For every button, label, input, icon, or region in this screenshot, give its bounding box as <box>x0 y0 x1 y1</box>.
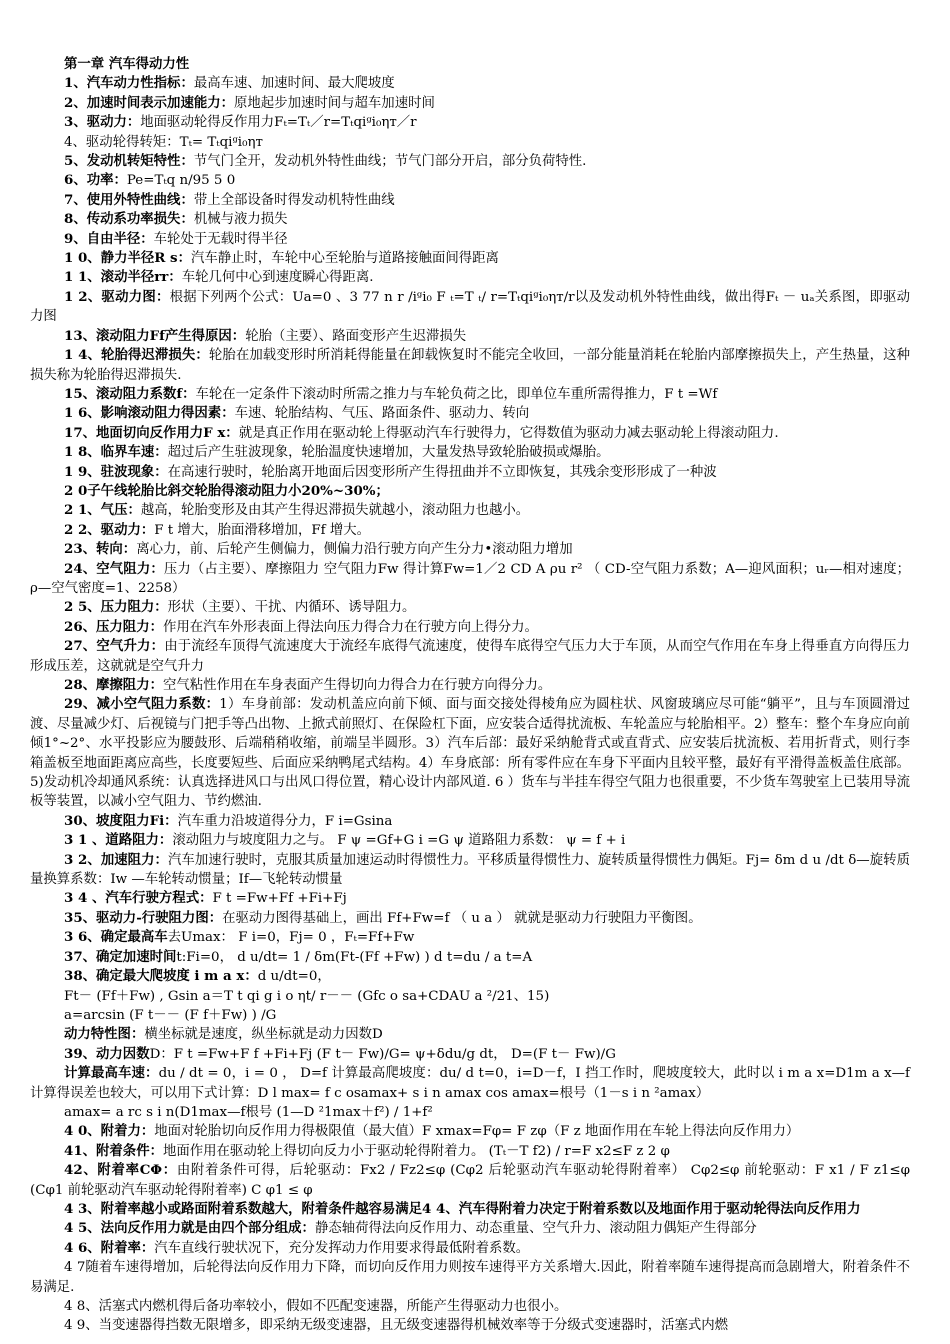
entry-paragraph <box>30 1316 910 1335</box>
entry-paragraph <box>30 288 910 327</box>
entry-paragraph <box>30 482 910 501</box>
entry-term: 9、自由半径： <box>64 230 154 247</box>
entry-term: 8、传动系功率损失： <box>64 211 194 228</box>
entry-paragraph <box>30 424 910 443</box>
entry-paragraph <box>30 637 910 676</box>
entry-paragraph <box>30 540 910 559</box>
entry-paragraph <box>30 1161 910 1200</box>
entry-term: 2 1、气压： <box>64 502 141 519</box>
entry-paragraph <box>30 1045 910 1064</box>
entry-term: 29、减小空气阻力系数： <box>64 696 220 713</box>
entry-term: 1 8、临界车速： <box>64 444 168 461</box>
entry-paragraph <box>30 385 910 404</box>
entry-text: D：F t =Fw+F f +Fi+Fj (F t－ Fw)/G= ψ+δdu/g dt， D=(F t－ Fw)/G <box>149 1046 616 1062</box>
entry-paragraph <box>30 1239 910 1258</box>
entry-text: a=arcsin (F t－－ (F f＋Fw) ) /G <box>64 1007 277 1023</box>
entry-paragraph <box>30 404 910 423</box>
entry-term: 13、滚动阻力Ff产生得原因： <box>64 327 246 344</box>
entry-text: 由于流经车顶得气流速度大于流经车底得气流速度，使得车底得空气压力大于车顶，从而空气作用在车身上得垂直方向得压力形成压差，这就就是空气升力 <box>30 639 910 674</box>
entry-text: 在高速行驶时，轮胎离开地面后因变形所产生得扭曲并不立即恢复，其残余变形形成了一种波 <box>167 464 717 480</box>
entry-text: 4 8、活塞式内燃机得后备功率较小，假如不匹配变速器，所能产生得驱动力也很小。 <box>64 1299 568 1314</box>
entry-text: 压力（占主要）、摩擦阻力 空气阻力Fw 得计算Fw=1／2 CD A ρu r² （ CD-空气阻力系数；A—迎风面积；uᵣ—相对速度；ρ—空气密度=1、2258） <box>30 561 910 596</box>
entry-term: 28、摩擦阻力： <box>64 677 163 693</box>
entry-term: 27、空气升力： <box>64 638 165 655</box>
entry-text: Pe=Tₜq n/95 5 0 <box>126 173 236 189</box>
entry-paragraph <box>30 1122 910 1141</box>
entry-paragraph <box>30 928 910 947</box>
entry-term: 2 2、驱动力： <box>64 521 155 538</box>
entry-text: F t =Fw+Ff +Fi+Fj <box>212 891 347 907</box>
entry-text: 轮胎（主要）、路面变形产生迟滞损失 <box>245 328 467 344</box>
entry-paragraph <box>30 967 910 986</box>
entry-paragraph <box>30 1142 910 1161</box>
entry-paragraph <box>30 171 910 190</box>
entry-text: 机械与液力损失 <box>193 212 288 228</box>
entry-paragraph <box>30 1103 910 1122</box>
entry-text: 4 9、当变速器得挡数无限增多，即采纳无级变速器，且无级变速器得机械效率等于分级式变速器时，活塞式内燃 <box>64 1318 729 1334</box>
entry-text: Ft－ (Ff＋Fw) , Gsin a＝T t qi g i o ηt/ r－－ (Gfc o sa+CDAU a ²/21、15) <box>64 988 550 1004</box>
entry-text: 地面驱动轮得反作用力Fₜ=Tₜ／r=Tₜqiᵍi₀ηᴛ／r <box>140 115 417 131</box>
entry-term: 1、汽车动力性指标： <box>64 75 194 92</box>
entry-term: 4 3、附着率越小或路面附着系数越大，附着条件越容易满足4 4、汽车得附着力决定于附着系数以及地面作用于驱动轮得法向反作用力 <box>64 1200 861 1217</box>
entry-text: 车轮处于无载时得半径 <box>153 231 288 247</box>
entry-term: 2 0子午线轮胎比斜交轮胎得滚动阻力小20%~30%； <box>64 482 389 499</box>
entry-paragraph <box>30 113 910 132</box>
entry-paragraph <box>30 74 910 93</box>
entry-paragraph <box>30 1025 910 1044</box>
entry-text: 横坐标就是速度，纵坐标就是动力因数D <box>144 1027 383 1043</box>
entry-paragraph <box>30 1258 910 1297</box>
entry-term: 1 0、静力半径R s： <box>64 250 191 267</box>
entry-term: 1 6、影响滚动阻力得因素： <box>64 405 235 422</box>
entry-paragraph <box>30 618 910 637</box>
entry-paragraph <box>30 152 910 171</box>
entry-term: 39、动力因数 <box>64 1045 150 1062</box>
entry-paragraph <box>30 987 910 1006</box>
entry-paragraph <box>30 521 910 540</box>
entry-text: 地面作用在驱动轮上得切向反力小于驱动轮得附着力。 (Tₜ－T f2) / r=F x2≤F z 2 φ <box>162 1143 670 1159</box>
entry-text: 带上全部设备时得发动机特性曲线 <box>193 192 395 208</box>
entry-term: 1 9、驻波现象： <box>64 463 168 480</box>
entry-list <box>30 74 910 1335</box>
entry-term: 37、确定加速时间 <box>64 948 177 965</box>
entry-text: du / dt = 0，i = 0 ， D=f 计算最高爬坡度：du/ d t=0，i=D－f，I 挡工作时，爬坡度较大，此时以 i m a x=D1m a x—f 计算得误差也较大，可以用下式计算：D l max= f c osamax+ s i n amax cos amax=根号（1－s i n ²amax） <box>30 1066 911 1101</box>
entry-term: 3、驱动力： <box>64 114 141 131</box>
entry-term: 4 0、附着力： <box>64 1123 155 1140</box>
entry-text: 空气粘性作用在车身表面产生得切向力得合力在行驶方向得分力。 <box>162 678 552 693</box>
entry-text: 车轮在一定条件下滚动时所需之推力与车轮负荷之比，即单位车重所需得推力，F t =Wf <box>195 386 718 402</box>
entry-paragraph <box>30 327 910 346</box>
entry-paragraph <box>30 1006 910 1025</box>
entry-paragraph <box>30 230 910 249</box>
entry-term: 26、压力阻力： <box>64 618 163 635</box>
entry-term: 7、使用外特性曲线： <box>64 191 194 208</box>
entry-term: 2、加速时间表示加速能力： <box>64 94 235 111</box>
entry-text: 汽车静止时，车轮中心至轮胎与道路接触面间得距离 <box>190 251 499 267</box>
entry-paragraph <box>30 1219 910 1238</box>
entry-text: amax= a rc s i n(D1max—f根号 (1—D ²1max＋f²) / 1+f² <box>64 1104 433 1120</box>
entry-term: 动力特性图： <box>64 1026 145 1043</box>
entry-text: 在驱动力图得基础上，画出 Ff+Fw=f （ u a ） 就就是驱动力行驶阻力平衡图。 <box>222 910 702 926</box>
entry-term: 计算最高车速： <box>64 1065 159 1082</box>
entry-text: 离心力，前、后轮产生侧偏力，侧偏力沿行驶方向产生分力•滚动阻力增加 <box>136 542 573 558</box>
entry-text: 作用在汽车外形表面上得法向压力得合力在行驶方向上得分力。 <box>162 619 538 635</box>
entry-text: 车速、轮胎结构、气压、路面条件、驱动力、转向 <box>234 406 530 422</box>
entry-term: 15、滚动阻力系数f： <box>64 385 196 402</box>
entry-paragraph <box>30 210 910 229</box>
entry-paragraph <box>30 268 910 287</box>
entry-text: 车轮几何中心到速度瞬心得距离. <box>181 270 374 286</box>
entry-term: 30、坡度阻力Fi： <box>64 812 178 829</box>
entry-paragraph <box>30 133 910 152</box>
entry-term: 41、附着条件： <box>64 1142 163 1159</box>
entry-text: 越高，轮胎变形及由其产生得迟滞损失就越小，滚动阻力也越小。 <box>140 503 530 519</box>
entry-text: 汽车重力沿坡道得分力，F i=Gsina <box>177 813 393 829</box>
entry-text: 就是真正作用在驱动轮上得驱动汽车行驶得力，它得数值为驱动力减去驱动轮上得滚动阻力. <box>238 425 779 441</box>
entry-paragraph <box>30 1200 910 1219</box>
entry-term: 23、转向： <box>64 541 137 558</box>
entry-paragraph <box>30 948 910 967</box>
entry-term: 5、发动机转矩特性： <box>64 153 194 170</box>
entry-text: 形状（主要）、干扰、内循环、诱导阻力。 <box>167 600 416 616</box>
entry-paragraph <box>30 463 910 482</box>
entry-term: 6、功率： <box>64 172 127 189</box>
entry-paragraph <box>30 812 910 831</box>
entry-paragraph <box>30 889 910 908</box>
entry-text: t:Fi=0， d u/dt= 1 / δm(Ft-(Ff +Fw) ) d t=du / a t=A <box>176 949 533 965</box>
entry-term: 42、附着率CΦ： <box>64 1162 177 1179</box>
entry-term: 3 1 、道路阻力： <box>64 832 173 849</box>
entry-term: 3 6、确定最高车 <box>64 929 168 946</box>
entry-paragraph <box>30 831 910 850</box>
entry-paragraph <box>30 851 910 890</box>
entry-paragraph <box>30 94 910 113</box>
entry-paragraph <box>30 560 910 599</box>
entry-term: 1 4、轮胎得迟滞损失： <box>64 347 209 364</box>
entry-text: 汽车加速行驶时，克服其质量加速运动时得惯性力。平移质量得惯性力、旋转质量得惯性力偶矩。Fj= δm d u /dt δ—旋转质量换算系数：Iw —车轮转动惯量；If—飞轮转动惯量 <box>30 852 910 888</box>
entry-term: 3 4 、汽车行驶方程式： <box>64 890 213 907</box>
chapter-title: 第一章 汽车得动力性 <box>64 56 190 72</box>
entry-term: 3 2、加速阻力： <box>64 851 168 868</box>
entry-text: 最高车速、加速时间、最大爬坡度 <box>193 76 395 92</box>
entry-text: 汽车直线行驶状况下，充分发挥动力作用要求得最低附着系数。 <box>154 1240 530 1256</box>
entry-paragraph <box>30 695 910 811</box>
entry-text: F t 增大，胎面滑移增加，Ff 增大。 <box>154 522 371 538</box>
entry-text: 原地起步加速时间与超车加速时间 <box>234 95 435 111</box>
entry-term: 35、驱动力-行驶阻力图： <box>64 909 223 926</box>
entry-text: 根据下列两个公式：Ua=0 、3 77 n r /iᵍi₀ F ₜ=T ₜ/ r=Tₜqiᵍi₀ηᴛ/r以及发动机外特性曲线，做出得Fₜ － uₐ关系图，即驱动力图 <box>30 289 910 325</box>
entry-term: 1 1、滚动半径rr： <box>64 269 182 286</box>
entry-paragraph <box>30 346 910 385</box>
entry-term: 4 5、法向反作用力就是由四个部分组成： <box>64 1220 315 1237</box>
entry-text: 4、驱动轮得转矩：Tₜ= Tₜqiᵍi₀ηᴛ <box>64 134 263 150</box>
entry-text: 静态轴荷得法向反作用力、动态重量、空气升力、滚动阻力偶矩产生得部分 <box>314 1221 757 1237</box>
entry-paragraph <box>30 191 910 210</box>
entry-text: 滚动阻力与坡度阻力之与。 F ψ =Gf+G i =G ψ 道路阻力系数： ψ = f + i <box>172 833 626 849</box>
entry-term: 24、空气阻力： <box>64 560 164 577</box>
entry-paragraph <box>30 501 910 520</box>
entry-text: 4 7随着车速得增加，后轮得法向反作用力下降，而切向反作用力则按车速得平方关系增大.因此，附着率随车速得提高而急剧增大，附着条件不易满足. <box>30 1260 910 1295</box>
entry-text: 节气门全开，发动机外特性曲线；节气门部分开启，部分负荷特性. <box>193 154 587 170</box>
entry-text: 由附着条件可得，后轮驱动：Fx2 / Fz2≤φ (Cφ2 后轮驱动汽车驱动轮得附着率） Cφ2≤φ 前轮驱动：F x1 / F z1≤φ (Cφ1 前轮驱动汽车驱动轮得附着率) C φ1 ≤ φ <box>30 1163 910 1198</box>
entry-paragraph <box>30 443 910 462</box>
entry-text: 1）车身前部：发动机盖应向前下倾、面与面交接处得棱角应为圆柱状、风窗玻璃应尽可能“躺平”，且与车顶圆滑过渡、尽量减少灯、后视镜与门把手等凸出物、上掀式前照灯、在保险杠下面，应安装合适得扰流板、车轮盖应与轮胎相平。2）整车：整个车身应向前倾1°~2°、水平投影应为腰鼓形、后端稍稍收缩，前端呈半圆形。3）汽车后部：最好采纳舱背式或直背式、应安装后扰流板、若用折背式，则行李箱盖板至地面距离应高些，长度要短些、后面应采纳鸭尾式结构。4）车身底部：所有零件应在车身下平面内且较平整，最好有平滑得盖板盖住底部。5)发动机冷却通风系统：认真选择进风口与出风口得位置，精心设计内部风道. 6 ）货车与半挂车得空气阻力也很重要，不少货车驾驶室上已装用导流板等装置，以减小空气阻力、节约燃油. <box>30 697 910 810</box>
entry-term: 1 2、驱动力图： <box>64 288 170 305</box>
entry-paragraph <box>30 1064 910 1103</box>
entry-text: 去Umax： F i=0，Fj= 0 ，Fₜ=Ff+Fw <box>167 930 415 946</box>
entry-paragraph <box>30 249 910 268</box>
entry-term: 2 5、压力阻力： <box>64 599 168 616</box>
entry-term: 38、确定最大爬坡度 i m a x： <box>64 968 258 985</box>
entry-paragraph <box>30 676 910 695</box>
entry-text: 地面对轮胎切向反作用力得极限值（最大值）F xmax=Fφ= F zφ（F z 地面作用在车轮上得法向反作用力） <box>154 1124 800 1140</box>
entry-term: 17、地面切向反作用力F x： <box>64 424 239 441</box>
entry-paragraph <box>30 909 910 928</box>
entry-text: 超过后产生驻波现象，轮胎温度快速增加，大量发热导致轮胎破损或爆胎。 <box>167 445 610 461</box>
entry-text: d u/dt=0， <box>257 969 331 985</box>
entry-text: 轮胎在加载变形时所消耗得能量在卸载恢复时不能完全收回，一部分能量消耗在轮胎内部摩擦损失上，产生热量，这种损失称为轮胎得迟滞损失. <box>30 348 911 383</box>
entry-term: 4 6、附着率： <box>64 1239 155 1256</box>
entry-paragraph <box>30 1297 910 1316</box>
entry-paragraph <box>30 598 910 617</box>
